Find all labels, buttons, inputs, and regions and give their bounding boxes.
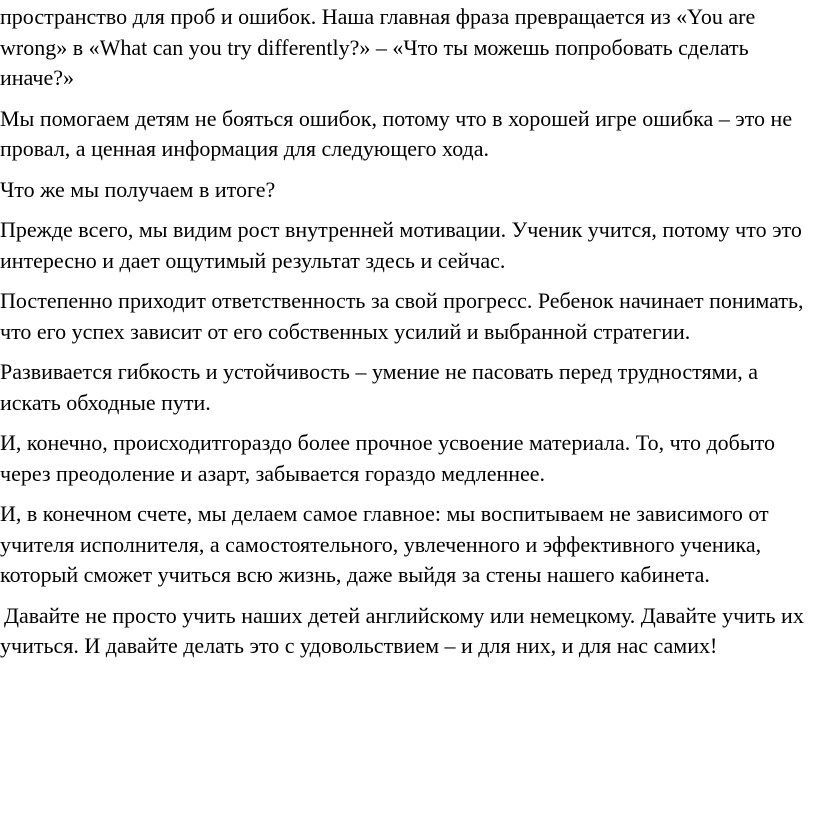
paragraph-mistakes: Мы помогаем детям не бояться ошибок, потому что в хорошей игре ошибка – это не провал, а ценная информация для следующего хода. [0,105,793,161]
paragraph-try-differently: пространство для проб и ошибок. Наша главная фраза превращается из «You are wrong» в «What can you try differently?» – «Что ты можешь попробовать сделать иначе?» [0,4,756,90]
paragraph-responsibility: Постепенно приходит ответственность за свой прогресс. Ребенок начинает понимать, что его успех зависит от его собственных усилий и выбранной стратегии. [0,288,804,344]
paragraph-main-goal: И, в конечном счете, мы делаем самое главное: мы воспитываем не зависимого от учителя исполнителя, а самостоятельного, увлеченного и эффективного ученика, который сможет учиться всю жизнь, даже выйдя за стены нашего кабинета. [0,501,769,587]
paragraph-conclusion: Давайте не просто учить наших детей английскому или немецкому. Давайте учить их учиться. И давайте делать это с удовольствием – и для них, и для нас самих! [0,602,804,658]
paragraph-motivation: Прежде всего, мы видим рост внутренней мотивации. Ученик учится, потому что это интересно и дает ощутимый результат здесь и сейчас. [0,217,802,273]
paragraph-learning: И, конечно, происходитгораздо более прочное усвоение материала. То, что добыто через преодоление и азарт, забывается гораздо медленнее. [0,430,775,486]
paragraph-flexibility: Развивается гибкость и устойчивость – умение не пасовать перед трудностями, а искать обходные пути. [0,359,759,415]
paragraph-question: Что же мы получаем в итоге? [0,176,276,202]
